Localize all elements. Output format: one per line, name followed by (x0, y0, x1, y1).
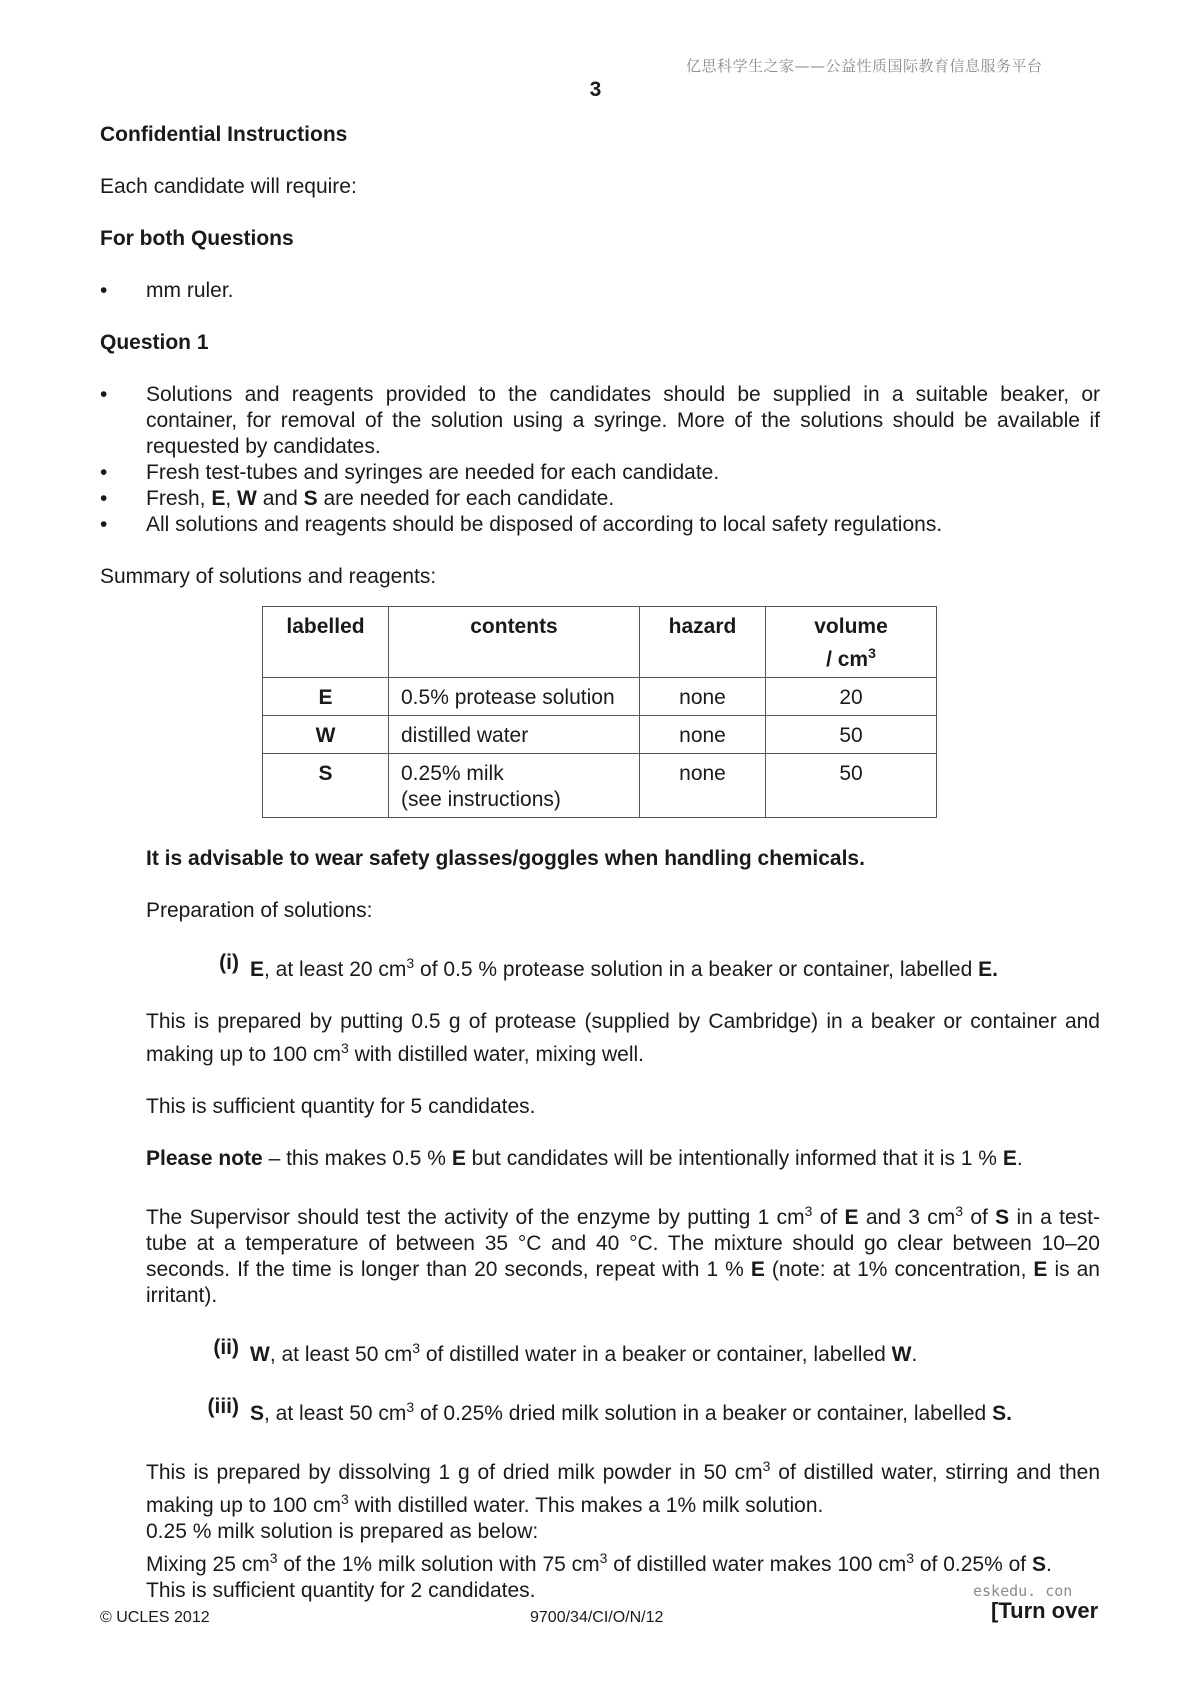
list-item: • All solutions and reagents should be disposed of according to local safety regulations. (100, 512, 1100, 538)
list-item: • mm ruler. (100, 278, 1100, 304)
header-hazard: hazard (640, 607, 766, 678)
page-content (100, 122, 1100, 1604)
require-line: Each candidate will require: (100, 175, 357, 198)
item-i: (i) E, at least 20 $cm^3$ of 0.5 % protease solution in a beaker or container, labelled E. (219, 951, 998, 981)
question-1-list (100, 382, 1100, 538)
copyright: © UCLES 2012 (100, 1609, 210, 1626)
item-ii: (ii) W, at least 50 $cm^3$ of distilled water in a beaker or container, labelled W. (213, 1336, 918, 1366)
turn-over: [Turn over (991, 1598, 1099, 1623)
table-header-row (263, 607, 937, 678)
please-note: Please note – this makes 0.5 % E but candidates will be intentionally informed that it is 1 % E. (146, 1147, 1023, 1170)
table-row: E 0.5% protease solution none 20 (263, 678, 937, 716)
supervisor-paragraph: The Supervisor should test the activity of the enzyme by putting 1 $cm^3$ of E and 3 $cm^3$ of S in a test-tube at a temperature of between 35 °C and 40 °C. The mixture should go clear between 10–20 seconds. If the time is longer than 20 seconds, repeat with 1 % E (note: at 1% concentration, E is an irritant). (146, 1203, 1100, 1307)
header-labelled: labelled (263, 607, 389, 678)
paragraph: 0.25 % milk solution is prepared as below: (146, 1520, 539, 1543)
header-watermark: 亿思科学生之家——公益性质国际教育信息服务平台 (686, 57, 1043, 75)
both-questions-list (100, 278, 1100, 304)
reagents-table (262, 606, 937, 818)
both-questions-heading: For both Questions (100, 227, 294, 250)
header-volume: volume / $cm^3$ (766, 607, 937, 678)
list-item: • Solutions and reagents provided to the candidates should be supplied in a suitable beaker, or container, for removal of the solution using a syringe. More of the solutions should be available if requested by candidates. (100, 382, 1100, 460)
paragraph: This is prepared by dissolving 1 g of dried milk powder in 50 $cm^3$ of distilled water, stirring and then making up to 100 $cm^3$ with distilled water. This makes a 1% milk solution. (146, 1458, 1100, 1517)
paper-code: 9700/34/CI/O/N/12 (530, 1609, 664, 1626)
item-iii: (iii) S, at least 50 $cm^3$ of 0.25% dried milk solution in a beaker or container, labelled S. (207, 1395, 1012, 1425)
section-title: Confidential Instructions (100, 123, 348, 146)
page-number: 3 (589, 78, 602, 101)
paragraph: This is sufficient quantity for 2 candidates. (146, 1579, 536, 1602)
safety-note: It is advisable to wear safety glasses/goggles when handling chemicals. (146, 847, 865, 870)
header-contents: contents (389, 607, 640, 678)
preparation-label: Preparation of solutions: (146, 899, 373, 922)
paragraph: This is prepared by putting 0.5 g of protease (supplied by Cambridge) in a beaker or container and making up to 100 $cm^3$ with distilled water, mixing well. (146, 1010, 1100, 1066)
paragraph: Mixing 25 $cm^3$ of the 1% milk solution with 75 $cm^3$ of distilled water makes 100 $cm^3$ of 0.25% of S. (146, 1550, 1052, 1576)
list-item: • Fresh test-tubes and syringes are needed for each candidate. (100, 460, 1100, 486)
paragraph: This is sufficient quantity for 5 candidates. (146, 1095, 536, 1118)
question-1-heading: Question 1 (100, 331, 209, 354)
summary-label: Summary of solutions and reagents: (100, 565, 437, 588)
list-item: • Fresh, E, W and S are needed for each candidate. (100, 486, 1100, 512)
footer-watermark: eskedu. con (973, 1582, 1073, 1600)
table-row: W distilled water none 50 (263, 716, 937, 754)
table-row: S 0.25% milk (see instructions) none 50 (263, 754, 937, 818)
